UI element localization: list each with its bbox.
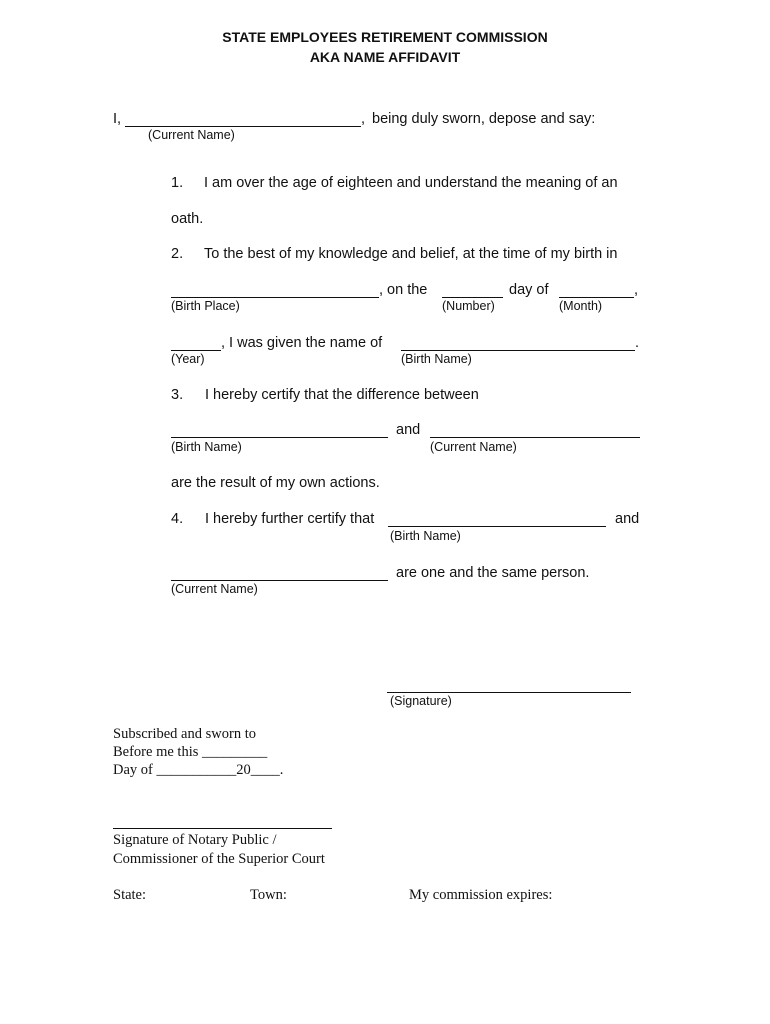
number-caption: (Number) xyxy=(442,299,495,313)
notary-signature-field[interactable] xyxy=(113,828,332,829)
month-caption: (Month) xyxy=(559,299,603,313)
item4-current-name-field[interactable] xyxy=(171,580,388,581)
item4-birth-name-field[interactable] xyxy=(388,526,606,527)
item4-birth-name-caption: (Birth Name) xyxy=(390,529,461,543)
birth-place-field[interactable] xyxy=(171,297,379,298)
on-the-text: , on the xyxy=(379,282,428,298)
same-person-text: are one and the same person. xyxy=(396,565,590,581)
item4-and: and xyxy=(615,511,640,527)
form-org-title: STATE EMPLOYEES RETIREMENT COMMISSION xyxy=(222,29,548,45)
intro-comma: , xyxy=(361,111,366,127)
given-name-period: . xyxy=(635,335,640,351)
state-label: State: xyxy=(113,887,147,903)
item3-birth-name-caption: (Birth Name) xyxy=(171,440,242,454)
item2-number: 2. xyxy=(171,246,184,262)
commission-expires-label: My commission expires: xyxy=(409,887,553,903)
item4-number: 4. xyxy=(171,511,184,527)
notary-line1: Subscribed and sworn to xyxy=(113,726,256,742)
item4-text: I hereby further certify that xyxy=(205,511,375,527)
signature-field[interactable] xyxy=(387,692,631,693)
item1-text-cont: oath. xyxy=(171,211,204,227)
town-label: Town: xyxy=(250,887,287,903)
form-title: AKA NAME AFFIDAVIT xyxy=(309,49,461,65)
item1-number: 1. xyxy=(171,175,184,191)
item3-conclusion: are the result of my own actions. xyxy=(171,475,380,491)
intro-text: being duly sworn, depose and say: xyxy=(372,111,596,127)
notary-signature-label: Signature of Notary Public / xyxy=(113,832,277,848)
item3-number: 3. xyxy=(171,387,184,403)
item3-and: and xyxy=(396,422,421,438)
given-name-text: , I was given the name of xyxy=(221,335,383,351)
birth-name-field[interactable] xyxy=(401,350,635,351)
notary-commissioner-label: Commissioner of the Superior Court xyxy=(113,851,325,867)
year-caption: (Year) xyxy=(171,352,205,366)
item3-current-name-field[interactable] xyxy=(430,437,640,438)
notary-line2: Before me this _________ xyxy=(113,744,268,760)
item2-text: To the best of my knowledge and belief, at the time of my birth in xyxy=(204,246,618,262)
item4-current-name-caption: (Current Name) xyxy=(171,582,258,596)
item3-current-name-caption: (Current Name) xyxy=(430,440,517,454)
birth-day-field[interactable] xyxy=(442,297,503,298)
item3-text: I hereby certify that the difference between xyxy=(205,387,479,403)
birth-place-caption: (Birth Place) xyxy=(171,299,240,313)
month-comma: , xyxy=(634,282,639,298)
birth-name-caption: (Birth Name) xyxy=(401,352,472,366)
current-name-caption: (Current Name) xyxy=(148,128,235,142)
birth-year-field[interactable] xyxy=(171,350,221,351)
item1-text: I am over the age of eighteen and understand the meaning of an xyxy=(204,175,618,191)
current-name-field[interactable] xyxy=(125,126,361,127)
signature-caption: (Signature) xyxy=(390,694,452,708)
day-of-text: day of xyxy=(509,282,549,298)
notary-line3: Day of ___________20____. xyxy=(113,762,284,778)
item3-birth-name-field[interactable] xyxy=(171,437,388,438)
birth-month-field[interactable] xyxy=(559,297,634,298)
intro-prefix: I, xyxy=(113,111,122,127)
